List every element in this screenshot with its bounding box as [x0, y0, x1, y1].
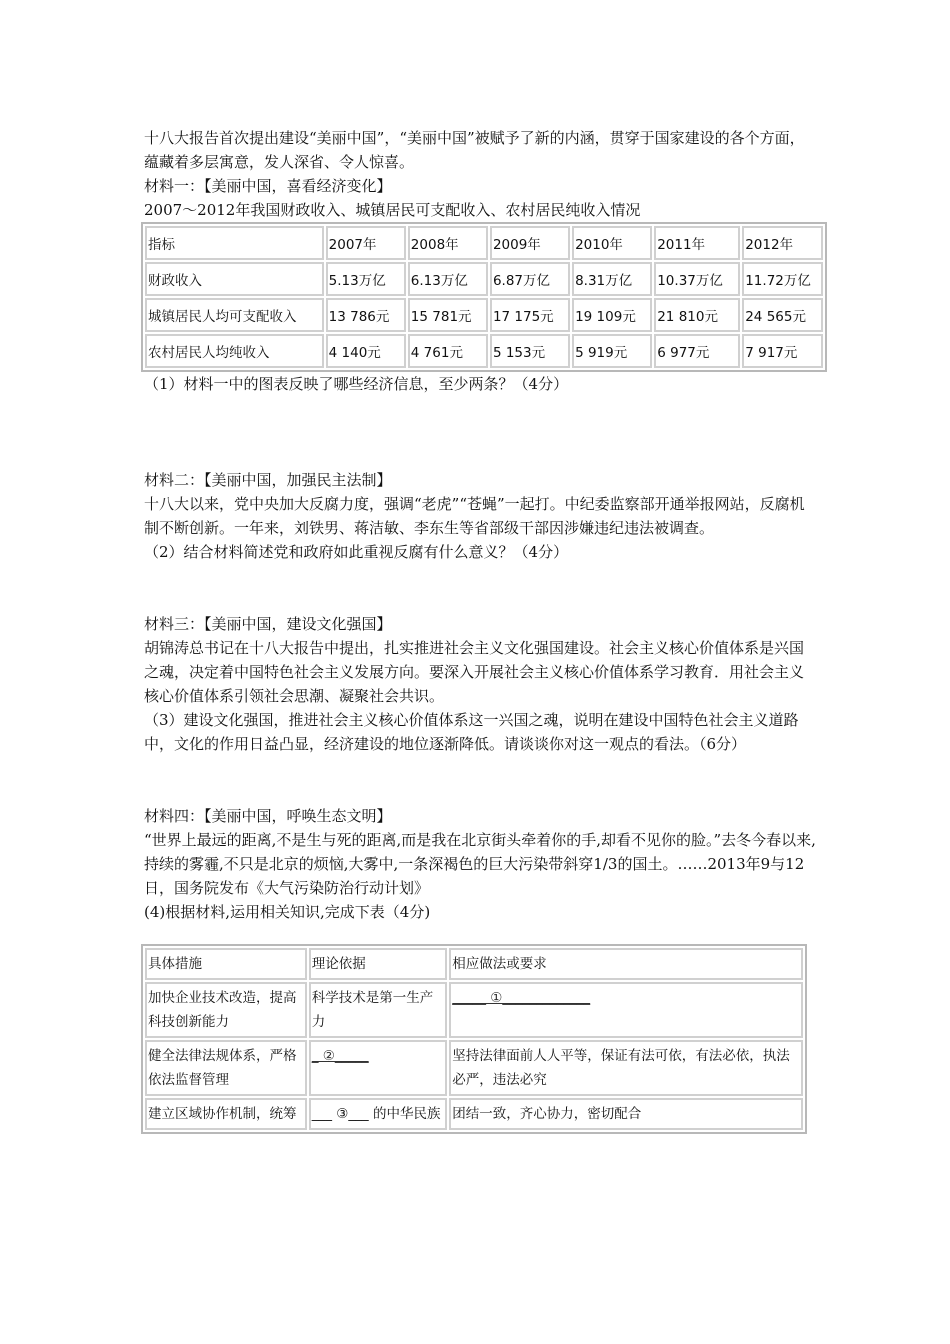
- table-row: [145, 334, 823, 368]
- blank-3[interactable]: ___ ③___ 的中华民族: [309, 1098, 448, 1130]
- table-row: [145, 262, 823, 296]
- material-4-body: “世界上最远的距离,不是生与死的距离,而是我在北京街头牵着你的手,却看不见你的脸。”去冬今春以来,持续的雾霾,不只是北京的烦恼,大雾中,一条深褐色的巨大污染带斜穿1/3的国土。……2013年9与12日，国务院发布《大气污染防治行动计划》: [144, 831, 816, 897]
- question-1: （1）材料一中的图表反映了哪些经济信息，至少两条？（4分）: [144, 375, 569, 393]
- table-cell: 8.31万亿: [572, 262, 652, 296]
- blank-2[interactable]: _ ②_____: [309, 1040, 448, 1096]
- question-4: (4)根据材料,运用相关知识,完成下表（4分): [144, 903, 431, 921]
- answer-space: [144, 564, 816, 612]
- table-cell: 5 153元: [490, 334, 570, 368]
- table-header-cell: 指标: [145, 226, 324, 260]
- table-header-cell: 具体措施: [145, 948, 307, 980]
- table-cell: 24 565元: [742, 298, 823, 332]
- table-cell: 5.13万亿: [326, 262, 406, 296]
- intro-paragraph: 十八大报告首次提出建设“美丽中国”，“美丽中国”被赋予了新的内涵，贯穿于国家建设的各个方面，蕴藏着多层寓意，发人深省、令人惊喜。: [144, 129, 805, 171]
- material-3-title: 材料三：【美丽中国，建设文化强国】: [144, 615, 392, 633]
- question-3: （3）建设文化强国，推进社会主义核心价值体系这一兴国之魂，说明在建设中国特色社会主义道路中，文化的作用日益凸显，经济建设的地位逐渐降低。请谈谈你对这一观点的看法。（6分）: [144, 711, 799, 753]
- table-header-cell: 2010年: [572, 226, 652, 260]
- table-header-row: [145, 226, 823, 260]
- table-row: [145, 1098, 803, 1130]
- table-header-cell: 2008年: [408, 226, 488, 260]
- material-4-title: 材料四：【美丽中国，呼唤生态文明】: [144, 807, 392, 825]
- table-header-cell: 2012年: [742, 226, 823, 260]
- table-row: [145, 298, 823, 332]
- table-cell: 15 781元: [408, 298, 488, 332]
- table-cell: 21 810元: [654, 298, 740, 332]
- table-cell: 建立区域协作机制，统筹: [145, 1098, 307, 1130]
- document-page: [144, 126, 816, 1134]
- question-2: （2）结合材料简述党和政府如此重视反腐有什么意义？（4分）: [144, 543, 569, 561]
- table-header-cell: 2009年: [490, 226, 570, 260]
- table-row: [145, 1040, 803, 1096]
- table-cell: 17 175元: [490, 298, 570, 332]
- table-header-cell: 理论依据: [309, 948, 448, 980]
- material-3-body: 胡锦涛总书记在十八大报告中提出，扎实推进社会主义文化强国建设。社会主义核心价值体系是兴国之魂，决定着中国特色社会主义发展方向。要深入开展社会主义核心价值体系学习教育．用社会主义核心价值体系引领社会思潮、凝聚社会共识。: [144, 639, 805, 705]
- answer-space: [144, 396, 816, 468]
- table-cell: 财政收入: [145, 262, 324, 296]
- table-cell: 7 917元: [742, 334, 823, 368]
- table-cell: 健全法律法规体系，严格依法监督管理: [145, 1040, 307, 1096]
- table-cell: 6.13万亿: [408, 262, 488, 296]
- table-cell: 4 761元: [408, 334, 488, 368]
- measures-table: [141, 944, 807, 1134]
- economy-table: [141, 222, 827, 372]
- table-cell: 19 109元: [572, 298, 652, 332]
- table-cell: 11.72万亿: [742, 262, 823, 296]
- table-header-cell: 2007年: [326, 226, 406, 260]
- table-row: [145, 982, 803, 1038]
- blank-1[interactable]: _____ ①_____________: [449, 982, 803, 1038]
- table-cell: 6.87万亿: [490, 262, 570, 296]
- table-cell: 5 919元: [572, 334, 652, 368]
- material-2-title: 材料二：【美丽中国，加强民主法制】: [144, 471, 392, 489]
- table-header-cell: 相应做法或要求: [449, 948, 803, 980]
- material-1-title: 材料一：【美丽中国，喜看经济变化】: [144, 177, 392, 195]
- spacer: [144, 924, 816, 944]
- table-header-row: [145, 948, 803, 980]
- table-cell: 13 786元: [326, 298, 406, 332]
- table-cell: 科学技术是第一生产力: [309, 982, 448, 1038]
- material-2-body: 十八大以来，党中央加大反腐力度，强调“老虎”“苍蝇”一起打。中纪委监察部开通举报网站，反腐机制不断创新。一年来，刘铁男、蒋洁敏、李东生等省部级干部因涉嫌违纪违法被调查。: [144, 495, 805, 537]
- table-cell: 加快企业技术改造，提高科技创新能力: [145, 982, 307, 1038]
- answer-space: [144, 756, 816, 804]
- table-cell: 6 977元: [654, 334, 740, 368]
- table-cell: 10.37万亿: [654, 262, 740, 296]
- table-cell: 城镇居民人均可支配收入: [145, 298, 324, 332]
- table-header-cell: 2011年: [654, 226, 740, 260]
- table-cell: 农村居民人均纯收入: [145, 334, 324, 368]
- table-cell: 4 140元: [326, 334, 406, 368]
- table-cell: 坚持法律面前人人平等，保证有法可依，有法必依，执法必严，违法必究: [449, 1040, 803, 1096]
- material-1-caption: 2007～2012年我国财政收入、城镇居民可支配收入、农村居民纯收入情况: [144, 201, 641, 219]
- table-cell: 团结一致，齐心协力，密切配合: [449, 1098, 803, 1130]
